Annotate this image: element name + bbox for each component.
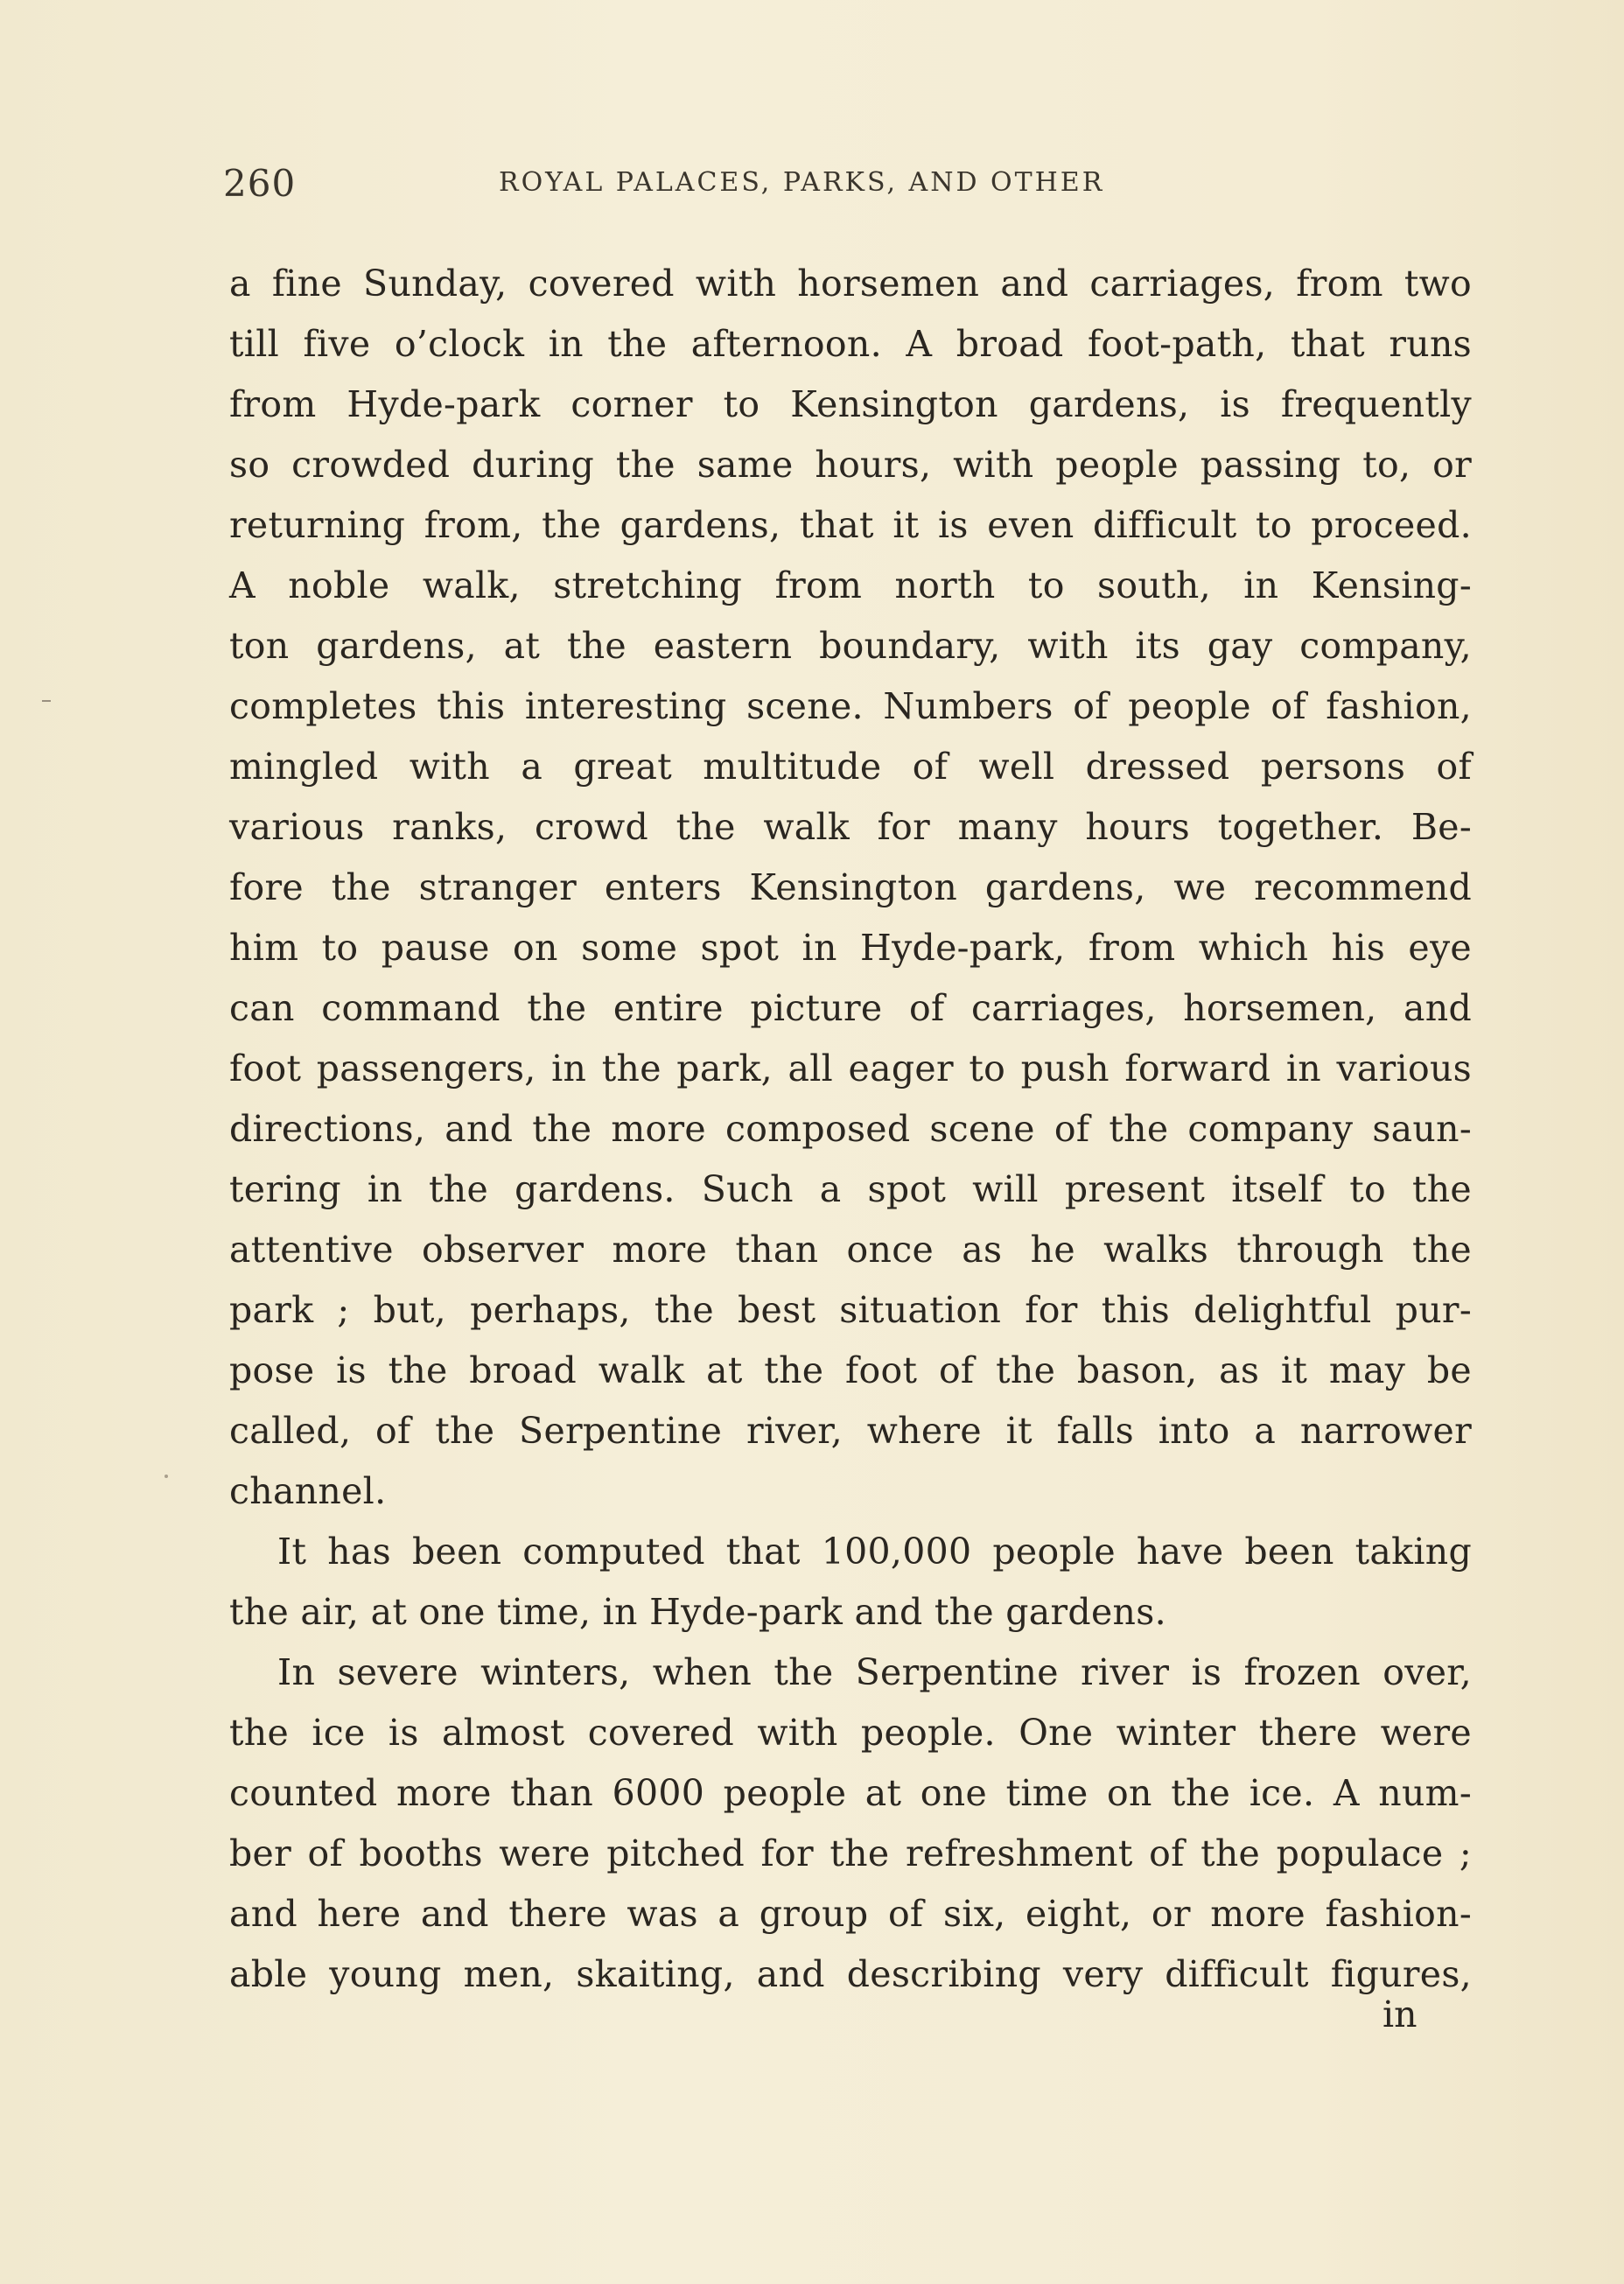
page-number: 260 <box>223 162 297 205</box>
text-line: In severe winters, when the Serpentine river is frozen over, <box>277 1651 1472 1693</box>
text-line: so crowded during the same hours, with people passing to, or <box>229 444 1472 486</box>
text-line: channel. <box>229 1470 387 1512</box>
text-line: mingled with a great multitude of well dressed persons of <box>229 746 1472 788</box>
text-line: him to pause on some spot in Hyde-park, from which his eye <box>229 927 1472 969</box>
text-line: tering in the gardens. Such a spot will present itself to the <box>229 1168 1472 1210</box>
text-line: ber of booths were pitched for the refreshment of the populace ; <box>229 1832 1472 1874</box>
margin-mark <box>164 1475 168 1478</box>
text-line: able young men, skaiting, and describing very difficult figures, <box>229 1953 1472 1995</box>
text-line: various ranks, crowd the walk for many hours together. Be- <box>229 806 1472 848</box>
text-line: from Hyde-park corner to Kensington gardens, is frequently <box>229 383 1472 425</box>
text-line: It has been computed that 100,000 people have been taking <box>277 1531 1472 1573</box>
catchword: in <box>1382 1993 1418 2035</box>
body-text <box>229 254 1472 2005</box>
running-head <box>223 162 1196 214</box>
text-line: counted more than 6000 people at one time on the ice. A num- <box>229 1772 1472 1814</box>
text-line: the ice is almost covered with people. One winter there were <box>229 1712 1472 1754</box>
text-line: directions, and the more composed scene of the company saun- <box>229 1108 1472 1150</box>
text-line: pose is the broad walk at the foot of the bason, as it may be <box>229 1349 1472 1391</box>
margin-mark <box>42 700 51 702</box>
text-line: and here and there was a group of six, eight, or more fashion- <box>229 1893 1472 1935</box>
text-line: park ; but, perhaps, the best situation for this delightful pur- <box>229 1289 1472 1331</box>
text-line: completes this interesting scene. Numbers of people of fashion, <box>229 685 1472 727</box>
text-line: a fine Sunday, covered with horsemen and carriages, from two <box>229 263 1472 305</box>
text-line: the air, at one time, in Hyde-park and the gardens. <box>229 1591 1166 1633</box>
text-line: till five o’clock in the afternoon. A broad foot-path, that runs <box>229 323 1472 365</box>
text-line: attentive observer more than once as he walks through the <box>229 1229 1472 1271</box>
text-line: ton gardens, at the eastern boundary, with its gay company, <box>229 625 1472 667</box>
text-line: fore the stranger enters Kensington gardens, we recommend <box>229 866 1472 908</box>
text-line: A noble walk, stretching from north to south, in Kensing- <box>229 564 1472 606</box>
text-line: foot passengers, in the park, all eager to push forward in various <box>229 1047 1472 1089</box>
running-title: ROYAL PALACES, PARKS, AND OTHER <box>499 167 1105 198</box>
text-line: called, of the Serpentine river, where it falls into a narrower <box>229 1410 1472 1452</box>
text-line: can command the entire picture of carriages, horsemen, and <box>229 987 1472 1029</box>
text-line: returning from, the gardens, that it is even difficult to proceed. <box>229 504 1472 546</box>
